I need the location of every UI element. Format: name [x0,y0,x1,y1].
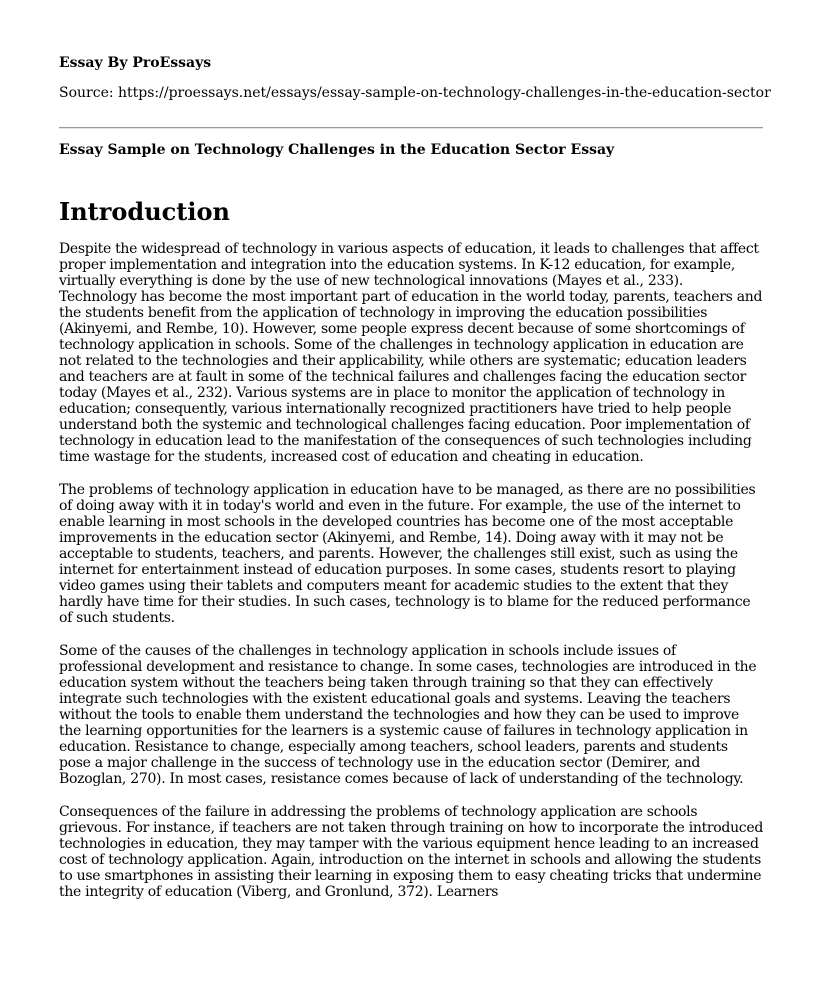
section-heading-introduction: Introduction [59,197,230,226]
paragraph-1: Despite the widespread of technology in various aspects of education, it leads to challenges that affect proper implementation and integration into the education systems. In K-12 education, for example, virtually everything is done by the use of new technological innovations (Mayes et al., 233). Technology has become the most important part of education in the world today, parents, teachers and the students benefit from the application of technology in improving the education possibilities (Akinyemi, and Rembe, 10). However, some people express decent because of some shortcomings of technology application in schools. Some of the challenges in technology application in education are not related to the technologies and their applicability, while others are systematic; education leaders and teachers are at fault in some of the technical failures and challenges facing the education sector today (Mayes et al., 232). Various systems are in place to monitor the application of technology in education; consequently, various internationally recognized practitioners have tried to help people understand both the systemic and technological challenges facing education. Poor implementation of technology in education lead to the manifestation of the consequences of such technologies including time wastage for the students, increased cost of education and cheating in education. [59,241,763,465]
site-name: Essay By ProEssays [59,55,212,71]
paragraph-4: Consequences of the failure in addressing the problems of technology application are schools grievous. For instance, if teachers are not taken through training on how to incorporate the introduced technologies in education, they may tamper with the various equipment hence leading to an increased cost of technology application. Again, introduction on the internet in schools and allowing the students to use smartphones in assisting their learning in exposing them to easy cheating tricks that undermine the integrity of education (Viberg, and Gronlund, 372). Learners [59,804,763,900]
essay-title: Essay Sample on Technology Challenges in the Education Sector Essay [59,142,615,158]
essay-body [59,241,763,917]
paragraph-2: The problems of technology application in education have to be managed, as there are no possibilities of doing away with it in today's world and even in the future. For example, the use of the internet to enable learning in most schools in the developed countries has become one of the most acceptable improvements in the education sector (Akinyemi, and Rembe, 14). Doing away with it may not be acceptable to students, teachers, and parents. However, the challenges still exist, such as using the internet for entertainment instead of education purposes. In some cases, students resort to playing video games using their tablets and computers meant for academic studies to the extent that they hardly have time for their studies. In such cases, technology is to blame for the reduced performance of such students. [59,482,756,626]
source-url-line: Source: https://proessays.net/essays/essay-sample-on-technology-challenges-in-the-education-sector [59,85,771,101]
paragraph-3: Some of the causes of the challenges in technology application in schools include issues of professional development and resistance to change. In some cases, technologies are introduced in the education system without the teachers being taken through training so that they can effectively integrate such technologies with the existent educational goals and systems. Leaving the teachers without the tools to enable them understand the technologies and how they can be used to improve the learning opportunities for the learners is a systemic cause of failures in technology application in education. Resistance to change, especially among teachers, school leaders, parents and students pose a major challenge in the success of technology use in the education sector (Demirer, and Bozoglan, 270). In most cases, resistance comes because of lack of understanding of the technology. [59,643,757,787]
header-divider [59,127,763,129]
